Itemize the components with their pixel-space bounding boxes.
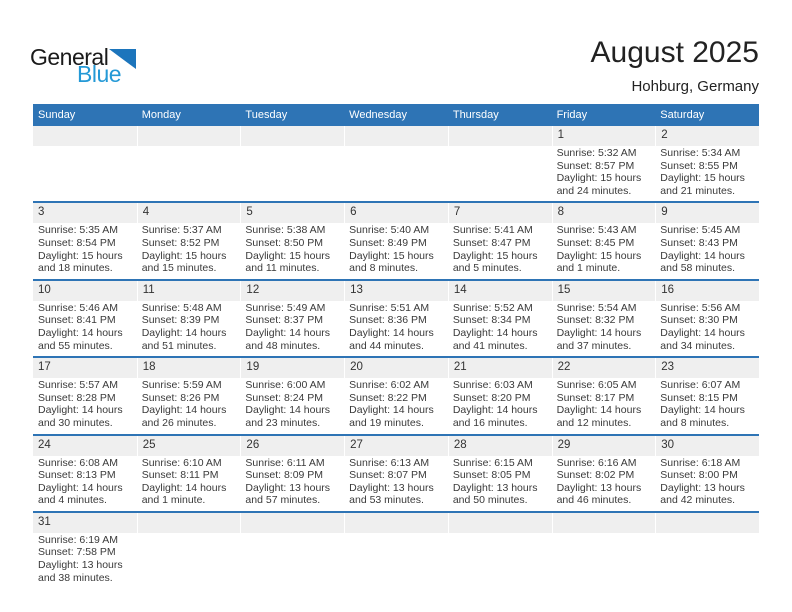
sunset-line: Sunset: 8:39 PM [141, 314, 220, 327]
sunrise-line: Sunrise: 5:37 AM [141, 224, 222, 237]
empty-day-number [137, 126, 241, 146]
day-cell [655, 456, 759, 511]
sunset-line: Sunset: 8:55 PM [660, 159, 738, 172]
empty-day-number [240, 513, 344, 533]
empty-day-cell [137, 533, 241, 588]
day-cell [552, 223, 656, 278]
sunset-line: Sunset: 8:34 PM [452, 314, 531, 327]
sunrise-line: Sunrise: 5:38 AM [245, 224, 326, 237]
sunrise-line: Sunrise: 6:02 AM [349, 379, 430, 392]
sunset-line: Sunset: 8:30 PM [660, 314, 738, 327]
daylight-line-2: and 15 minutes. [141, 262, 217, 275]
day-number-band [33, 126, 759, 146]
sunrise-line: Sunrise: 6:03 AM [452, 379, 533, 392]
day-cell [448, 456, 552, 511]
sunset-line: Sunset: 7:58 PM [38, 546, 116, 559]
sunset-line: Sunset: 8:28 PM [38, 391, 116, 404]
daylight-line-2: and 24 minutes. [556, 184, 632, 197]
day-number: 24 [38, 438, 51, 451]
sunrise-line: Sunrise: 5:43 AM [556, 224, 637, 237]
day-number: 20 [344, 358, 448, 378]
sunrise-line: Sunrise: 6:05 AM [556, 379, 637, 392]
day-number: 27 [344, 436, 448, 456]
week-row [33, 126, 759, 203]
day-cell [33, 378, 137, 433]
empty-day-cell [137, 146, 241, 201]
day-number: 28 [448, 436, 552, 456]
day-details-row [33, 456, 759, 511]
day-number: 14 [448, 281, 552, 301]
sunrise-line: Sunrise: 5:56 AM [660, 301, 741, 314]
week-row [33, 513, 759, 588]
daylight-line-2: and 57 minutes. [245, 494, 321, 507]
day-cell [344, 456, 448, 511]
day-number: 4 [137, 203, 241, 223]
day-number: 18 [137, 358, 241, 378]
daylight-line-2: and 16 minutes. [452, 416, 528, 429]
day-number: 2 [655, 126, 759, 146]
day-number: 31 [38, 515, 51, 528]
daylight-line-1: Daylight: 15 hours [556, 172, 642, 185]
daylight-line-1: Daylight: 14 hours [141, 481, 227, 494]
daylight-line-2: and 4 minutes. [38, 494, 107, 507]
empty-day-number [344, 126, 448, 146]
daylight-line-2: and 34 minutes. [660, 339, 735, 352]
day-cell [33, 456, 137, 511]
sunset-line: Sunset: 8:07 PM [349, 469, 427, 482]
day-number: 11 [137, 281, 241, 301]
sunset-line: Sunset: 8:43 PM [660, 236, 738, 249]
sunset-line: Sunset: 8:09 PM [245, 469, 324, 482]
empty-day-cell [344, 533, 448, 588]
sunrise-line: Sunrise: 6:00 AM [245, 379, 326, 392]
daylight-line-1: Daylight: 14 hours [556, 326, 642, 339]
empty-day-number [448, 126, 552, 146]
sunset-line: Sunset: 8:32 PM [556, 314, 635, 327]
day-number: 26 [240, 436, 344, 456]
weekday-sunday: Sunday [38, 109, 76, 121]
daylight-line-2: and 42 minutes. [660, 494, 735, 507]
day-cell [33, 223, 137, 278]
sunset-line: Sunset: 8:49 PM [349, 236, 427, 249]
daylight-line-1: Daylight: 15 hours [141, 249, 227, 262]
sunrise-line: Sunrise: 5:57 AM [38, 379, 118, 392]
sunset-line: Sunset: 8:00 PM [660, 469, 738, 482]
day-number-band [33, 513, 759, 533]
empty-day-number [33, 126, 137, 146]
daylight-line-1: Daylight: 14 hours [38, 404, 123, 417]
empty-day-cell [655, 533, 759, 588]
day-details-row [33, 301, 759, 356]
day-cell [552, 378, 656, 433]
empty-day-number [344, 513, 448, 533]
day-cell [240, 456, 344, 511]
empty-day-cell [240, 533, 344, 588]
day-number: 21 [448, 358, 552, 378]
weekday-friday: Friday [556, 109, 588, 121]
daylight-line-2: and 41 minutes. [452, 339, 528, 352]
sunrise-line: Sunrise: 5:51 AM [349, 301, 430, 314]
day-number: 19 [240, 358, 344, 378]
day-cell [655, 301, 759, 356]
title-block [591, 36, 759, 95]
day-cell [240, 378, 344, 433]
weekday-saturday: Saturday [660, 109, 705, 121]
sunset-line: Sunset: 8:37 PM [245, 314, 324, 327]
day-cell [33, 533, 137, 588]
day-cell [137, 456, 241, 511]
daylight-line-2: and 50 minutes. [452, 494, 528, 507]
day-number: 23 [655, 358, 759, 378]
day-number: 1 [552, 126, 656, 146]
day-number: 13 [344, 281, 448, 301]
sunset-line: Sunset: 8:22 PM [349, 391, 427, 404]
sunrise-line: Sunrise: 5:59 AM [141, 379, 222, 392]
day-number: 6 [344, 203, 448, 223]
daylight-line-2: and 48 minutes. [245, 339, 321, 352]
daylight-line-1: Daylight: 14 hours [660, 249, 745, 262]
sunset-line: Sunset: 8:57 PM [556, 159, 635, 172]
day-number: 16 [655, 281, 759, 301]
day-details-row [33, 146, 759, 201]
day-number-band [33, 281, 759, 301]
sunrise-line: Sunrise: 5:41 AM [452, 224, 533, 237]
sunrise-line: Sunrise: 6:07 AM [660, 379, 741, 392]
sunrise-line: Sunrise: 6:10 AM [141, 456, 222, 469]
day-cell [448, 301, 552, 356]
daylight-line-2: and 21 minutes. [660, 184, 735, 197]
sunset-line: Sunset: 8:15 PM [660, 391, 738, 404]
location-subtitle: Hohburg, Germany [631, 78, 759, 95]
sunrise-line: Sunrise: 6:16 AM [556, 456, 637, 469]
week-row [33, 281, 759, 358]
daylight-line-2: and 1 minute. [556, 262, 621, 275]
daylight-line-2: and 37 minutes. [556, 339, 632, 352]
day-cell [344, 223, 448, 278]
sunrise-line: Sunrise: 6:13 AM [349, 456, 430, 469]
daylight-line-1: Daylight: 14 hours [349, 326, 434, 339]
sunset-line: Sunset: 8:20 PM [452, 391, 531, 404]
weekday-tuesday: Tuesday [245, 109, 288, 121]
daylight-line-1: Daylight: 13 hours [556, 481, 642, 494]
daylight-line-1: Daylight: 15 hours [245, 249, 331, 262]
daylight-line-2: and 44 minutes. [349, 339, 424, 352]
empty-day-cell [33, 146, 137, 201]
daylight-line-1: Daylight: 14 hours [349, 404, 434, 417]
daylight-line-2: and 12 minutes. [556, 416, 632, 429]
day-details-row [33, 223, 759, 278]
daylight-line-1: Daylight: 13 hours [452, 481, 538, 494]
day-number: 7 [448, 203, 552, 223]
sunrise-line: Sunrise: 6:19 AM [38, 533, 118, 546]
sunrise-line: Sunrise: 5:49 AM [245, 301, 326, 314]
sunrise-line: Sunrise: 5:35 AM [38, 224, 118, 237]
day-number-band [33, 203, 759, 223]
day-cell [240, 301, 344, 356]
day-number: 10 [38, 283, 51, 296]
daylight-line-1: Daylight: 14 hours [452, 326, 538, 339]
empty-day-number [240, 126, 344, 146]
daylight-line-2: and 19 minutes. [349, 416, 424, 429]
week-row [33, 203, 759, 280]
sunrise-line: Sunrise: 6:11 AM [245, 456, 325, 469]
sunrise-line: Sunrise: 6:15 AM [452, 456, 533, 469]
weekday-wednesday: Wednesday [349, 109, 408, 121]
sunset-line: Sunset: 8:11 PM [141, 469, 219, 482]
sunset-line: Sunset: 8:52 PM [141, 236, 220, 249]
daylight-line-1: Daylight: 14 hours [452, 404, 538, 417]
daylight-line-2: and 18 minutes. [38, 262, 113, 275]
empty-day-number [137, 513, 241, 533]
day-number: 8 [552, 203, 656, 223]
day-cell [137, 301, 241, 356]
sunrise-line: Sunrise: 5:46 AM [38, 301, 118, 314]
sunrise-line: Sunrise: 5:54 AM [556, 301, 637, 314]
daylight-line-2: and 58 minutes. [660, 262, 735, 275]
day-number: 5 [240, 203, 344, 223]
week-row [33, 358, 759, 435]
sunrise-line: Sunrise: 5:32 AM [556, 147, 637, 159]
sunrise-line: Sunrise: 5:52 AM [452, 301, 533, 314]
daylight-line-1: Daylight: 14 hours [245, 326, 331, 339]
daylight-line-1: Daylight: 14 hours [660, 404, 745, 417]
sunset-line: Sunset: 8:45 PM [556, 236, 635, 249]
day-cell [552, 301, 656, 356]
sunset-line: Sunset: 8:50 PM [245, 236, 324, 249]
daylight-line-1: Daylight: 13 hours [660, 481, 745, 494]
general-blue-logo [30, 46, 150, 86]
daylight-line-2: and 55 minutes. [38, 339, 113, 352]
day-cell [448, 378, 552, 433]
logo-text-general: General [30, 44, 109, 70]
weekday-monday: Monday [141, 109, 181, 121]
daylight-line-2: and 46 minutes. [556, 494, 632, 507]
daylight-line-1: Daylight: 14 hours [38, 481, 123, 494]
daylight-line-2: and 8 minutes. [660, 416, 730, 429]
sunset-line: Sunset: 8:13 PM [38, 469, 116, 482]
empty-day-cell [448, 533, 552, 588]
daylight-line-1: Daylight: 14 hours [556, 404, 642, 417]
daylight-line-2: and 11 minutes. [245, 262, 320, 275]
sunrise-line: Sunrise: 5:48 AM [141, 301, 222, 314]
sunset-line: Sunset: 8:54 PM [38, 236, 116, 249]
daylight-line-1: Daylight: 14 hours [141, 326, 227, 339]
empty-day-cell [344, 146, 448, 201]
sunrise-line: Sunrise: 5:40 AM [349, 224, 430, 237]
day-cell [552, 456, 656, 511]
day-number: 3 [38, 206, 45, 219]
daylight-line-2: and 5 minutes. [452, 262, 522, 275]
daylight-line-1: Daylight: 13 hours [245, 481, 331, 494]
daylight-line-2: and 23 minutes. [245, 416, 321, 429]
day-cell [655, 146, 759, 201]
weekday-thursday: Thursday [452, 109, 499, 121]
day-number: 12 [240, 281, 344, 301]
calendar-grid [33, 104, 759, 588]
sunrise-line: Sunrise: 6:08 AM [38, 456, 118, 469]
day-number: 29 [552, 436, 656, 456]
sunset-line: Sunset: 8:36 PM [349, 314, 427, 327]
empty-day-number [448, 513, 552, 533]
day-cell [137, 378, 241, 433]
empty-day-cell [448, 146, 552, 201]
daylight-line-1: Daylight: 13 hours [38, 559, 123, 572]
sunset-line: Sunset: 8:47 PM [452, 236, 531, 249]
empty-day-number [655, 513, 759, 533]
daylight-line-2: and 1 minute. [141, 494, 206, 507]
week-row [33, 436, 759, 513]
day-number: 22 [552, 358, 656, 378]
day-number: 9 [655, 203, 759, 223]
daylight-line-2: and 8 minutes. [349, 262, 419, 275]
daylight-line-1: Daylight: 14 hours [660, 326, 745, 339]
sunrise-line: Sunrise: 6:18 AM [660, 456, 741, 469]
day-number: 25 [137, 436, 241, 456]
daylight-line-2: and 26 minutes. [141, 416, 217, 429]
empty-day-number [552, 513, 656, 533]
daylight-line-1: Daylight: 15 hours [660, 172, 745, 185]
sunset-line: Sunset: 8:02 PM [556, 469, 635, 482]
daylight-line-2: and 51 minutes. [141, 339, 217, 352]
daylight-line-1: Daylight: 15 hours [452, 249, 538, 262]
daylight-line-2: and 53 minutes. [349, 494, 424, 507]
daylight-line-1: Daylight: 14 hours [38, 326, 123, 339]
daylight-line-1: Daylight: 14 hours [245, 404, 331, 417]
daylight-line-1: Daylight: 14 hours [141, 404, 227, 417]
weeks-container [33, 126, 759, 588]
daylight-line-2: and 30 minutes. [38, 416, 113, 429]
day-cell [448, 223, 552, 278]
daylight-line-2: and 38 minutes. [38, 571, 113, 584]
day-details-row [33, 533, 759, 588]
day-cell [137, 223, 241, 278]
day-cell [655, 223, 759, 278]
sunset-line: Sunset: 8:26 PM [141, 391, 220, 404]
day-number: 30 [655, 436, 759, 456]
day-number: 17 [38, 361, 51, 374]
weekday-header-row [33, 104, 759, 126]
sunset-line: Sunset: 8:05 PM [452, 469, 531, 482]
sunrise-line: Sunrise: 5:45 AM [660, 224, 741, 237]
day-number-band [33, 358, 759, 378]
day-cell [344, 301, 448, 356]
day-cell [344, 378, 448, 433]
empty-day-cell [240, 146, 344, 201]
daylight-line-1: Daylight: 13 hours [349, 481, 434, 494]
daylight-line-1: Daylight: 15 hours [38, 249, 123, 262]
day-cell [655, 378, 759, 433]
sunset-line: Sunset: 8:17 PM [556, 391, 635, 404]
day-cell [33, 301, 137, 356]
day-cell [240, 223, 344, 278]
day-number: 15 [552, 281, 656, 301]
daylight-line-1: Daylight: 15 hours [349, 249, 434, 262]
day-number-band [33, 436, 759, 456]
empty-day-cell [552, 533, 656, 588]
sunrise-line: Sunrise: 5:34 AM [660, 147, 741, 159]
logo-text-blue: Blue [77, 61, 122, 87]
sunset-line: Sunset: 8:41 PM [38, 314, 116, 327]
day-details-row [33, 378, 759, 433]
day-cell [552, 146, 656, 201]
sunset-line: Sunset: 8:24 PM [245, 391, 324, 404]
daylight-line-1: Daylight: 15 hours [556, 249, 642, 262]
page-title: August 2025 [590, 36, 759, 69]
